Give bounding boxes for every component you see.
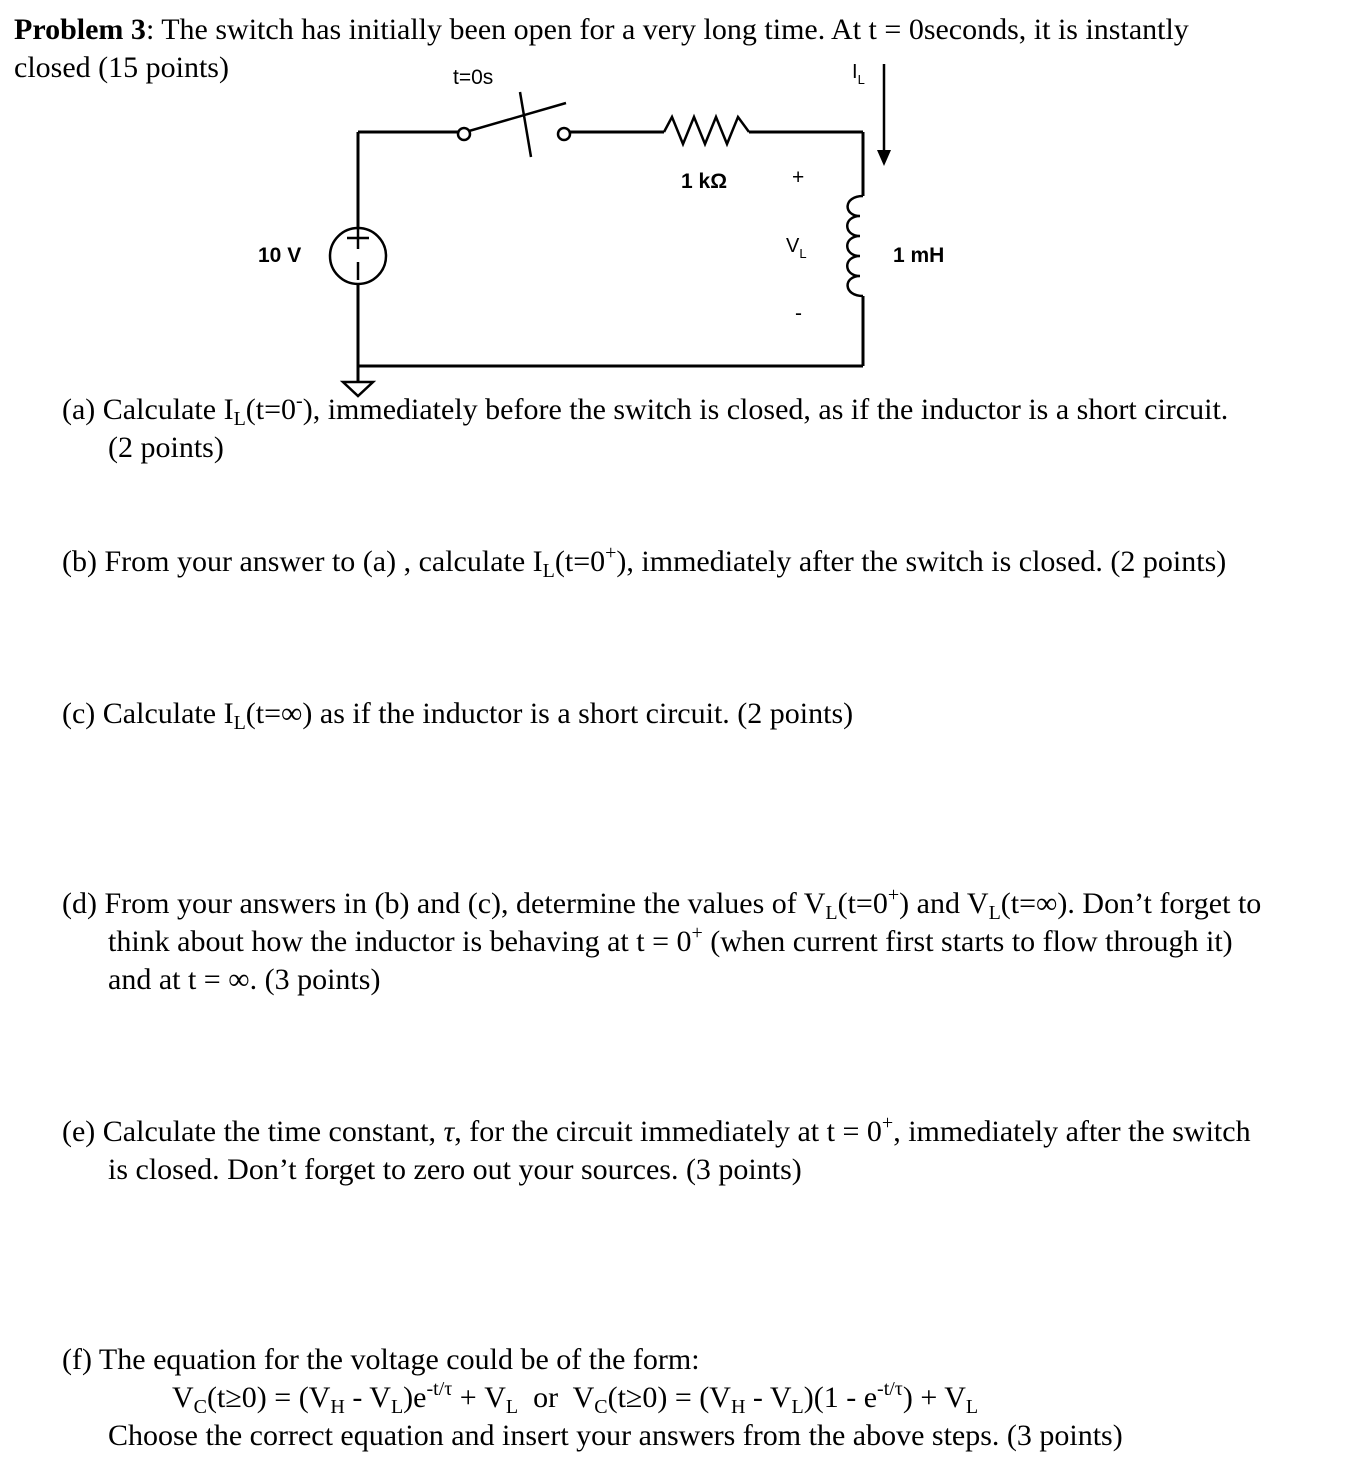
part-d-text-pre: (d) From your answers in (b) and (c), determine the values of V xyxy=(62,887,826,920)
part-e-text-post: , immediately after the switch xyxy=(893,1115,1251,1148)
part-e-sup: + xyxy=(881,1112,894,1134)
eq-a-l-sub2: L xyxy=(505,1396,519,1418)
part-a-text-post: ), immediately before the switch is closed, as if the inductor is a short circuit. xyxy=(302,393,1229,426)
part-a-text-mid: (t=0 xyxy=(245,393,297,426)
eq-b-exp: -t/τ xyxy=(877,1378,903,1400)
part-d-line2-pre: think about how the inductor is behaving at t = 0 xyxy=(108,925,692,958)
part-a-line1 xyxy=(62,392,1228,428)
part-a-sub: L xyxy=(233,408,246,430)
inductor-1mh xyxy=(847,196,863,296)
problem-title-line xyxy=(14,12,1189,48)
eq-b-v: V xyxy=(572,1381,595,1414)
vl-minus-sign: - xyxy=(795,302,802,325)
vl-label: $V_L$ xyxy=(786,235,807,261)
eq-or: or xyxy=(518,1381,573,1414)
eq-a-part3: - V xyxy=(344,1381,391,1414)
resistor-1k xyxy=(664,117,749,144)
part-c-text-post: (t=∞) as if the inductor is a short circuit. (2 points) xyxy=(245,697,854,730)
part-d-text-mid1: (t=0 xyxy=(837,887,888,920)
part-d-line2-sup: + xyxy=(691,922,703,944)
part-d-sup1: + xyxy=(887,884,900,906)
part-d-sub2: L xyxy=(988,902,1001,924)
problem-label: Problem 3 xyxy=(14,13,146,46)
part-a-text-pre: (a) Calculate I xyxy=(62,393,234,426)
part-b-text-pre: (b) From your answer to (a) , calculate I xyxy=(62,545,543,578)
part-d-sub1: L xyxy=(825,902,838,924)
circuit-diagram xyxy=(0,50,1000,400)
part-b-text-post: ), immediately after the switch is closed. (2 points) xyxy=(616,545,1227,578)
part-f-equation xyxy=(172,1380,978,1416)
switch-terminal-right xyxy=(558,128,570,140)
part-a-line2: (2 points) xyxy=(108,431,224,464)
eq-b-part5: ) + V xyxy=(902,1381,966,1414)
current-arrow-head xyxy=(877,150,891,166)
part-e-tau: τ xyxy=(443,1115,455,1148)
eq-a-part4: )e xyxy=(403,1381,427,1414)
switch-actuator xyxy=(520,92,531,157)
eq-b-part3: - V xyxy=(745,1381,792,1414)
eq-b-part4: )(1 - e xyxy=(803,1381,878,1414)
problem-statement: : The switch has initially been open for a very long time. At t = 0seconds, it is instantly xyxy=(145,13,1189,46)
eq-a-h-sub: H xyxy=(330,1396,345,1418)
part-d-text-mid2: ) and V xyxy=(899,887,989,920)
part-c-sub: L xyxy=(233,712,246,734)
part-d-line2 xyxy=(108,924,1233,960)
eq-a-l-sub: L xyxy=(390,1396,404,1418)
part-b-sub: L xyxy=(542,560,555,582)
switch-label: t=0s xyxy=(453,66,494,89)
part-e-line2: is closed. Don’t forget to zero out your sources. (3 points) xyxy=(108,1153,802,1186)
switch-blade xyxy=(469,103,566,131)
vl-plus-sign: + xyxy=(792,166,805,189)
problem-statement-line2: closed (15 points) xyxy=(14,51,229,84)
part-b-line1 xyxy=(62,544,1226,580)
part-d-line3: and at t = ∞. (3 points) xyxy=(108,963,381,996)
eq-b-h-sub: H xyxy=(730,1396,746,1418)
part-d-text-post: (t=∞). Don’t forget to xyxy=(1000,887,1262,920)
eq-a-part5: + V xyxy=(452,1381,506,1414)
eq-a-v: V xyxy=(172,1381,194,1414)
eq-b-l-sub2: L xyxy=(965,1396,979,1418)
source-label: 10 V xyxy=(258,244,302,267)
eq-a-v-sub: C xyxy=(193,1396,208,1418)
part-e-text-pre: (e) Calculate the time constant, xyxy=(62,1115,444,1148)
eq-b-part2: (t≥0) = (V xyxy=(607,1381,731,1414)
part-e-line1 xyxy=(62,1114,1251,1150)
part-d-line2-post: (when current first starts to flow through it) xyxy=(702,925,1233,958)
part-f-line1: (f) The equation for the voltage could be of the form: xyxy=(62,1343,700,1376)
part-c-text-pre: (c) Calculate I xyxy=(62,697,234,730)
part-a-sup: - xyxy=(296,390,303,412)
current-label: $I_L$ xyxy=(852,61,865,87)
switch-terminal-left xyxy=(458,128,470,140)
eq-b-l-sub: L xyxy=(791,1396,804,1418)
eq-b-v-sub: C xyxy=(594,1396,608,1418)
part-c-line1 xyxy=(62,696,853,732)
part-f-line3: Choose the correct equation and insert your answers from the above steps. (3 points) xyxy=(108,1419,1123,1452)
eq-a-part2: (t≥0) = (V xyxy=(207,1381,331,1414)
part-b-sup: + xyxy=(605,542,617,564)
part-e-text-mid: , for the circuit immediately at t = 0 xyxy=(454,1115,882,1148)
eq-a-exp: -t/τ xyxy=(426,1378,453,1400)
part-b-text-mid: (t=0 xyxy=(554,545,606,578)
inductor-label: 1 mH xyxy=(893,244,945,267)
part-d-line1 xyxy=(62,886,1261,922)
resistor-label: 1 kΩ xyxy=(681,170,728,193)
